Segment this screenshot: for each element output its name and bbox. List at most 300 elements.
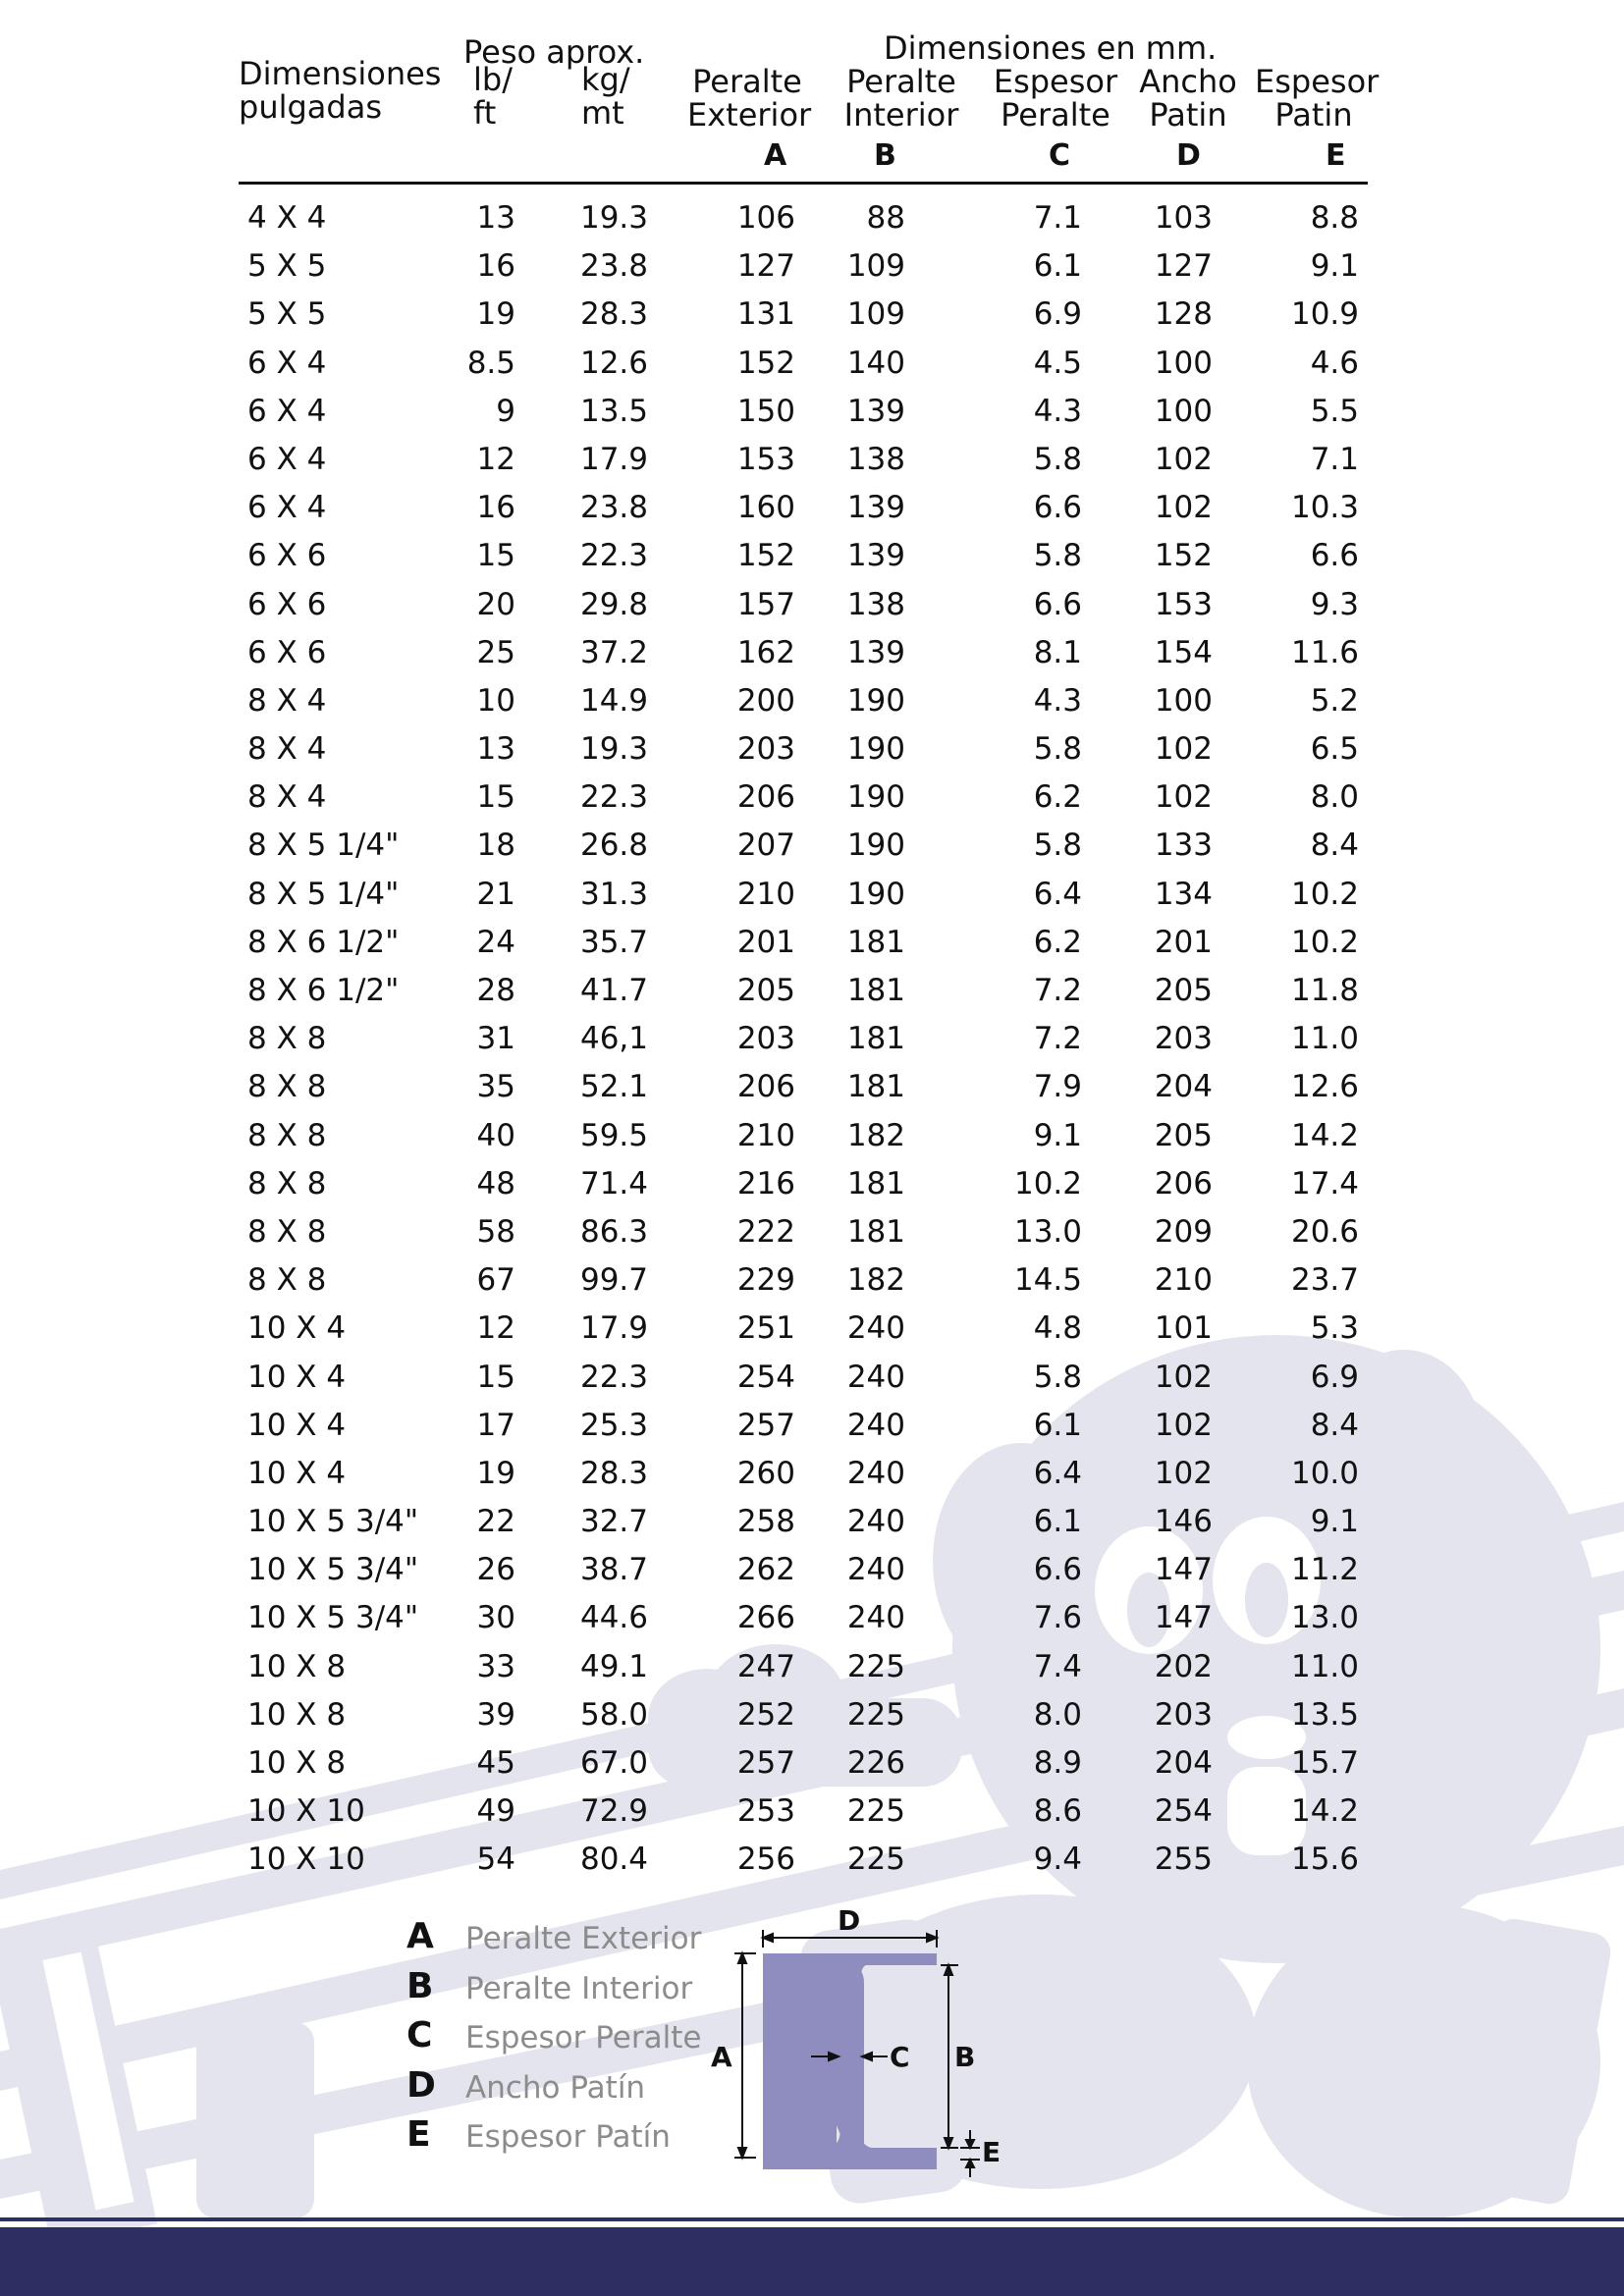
cell-c: 8.6 (1033, 1793, 1082, 1830)
cell-b: 109 (846, 296, 905, 333)
cell-lbft: 20 (476, 586, 515, 622)
cell-a: 162 (736, 634, 795, 670)
cell-e: 15.7 (1290, 1745, 1359, 1781)
cell-size: 8 X 6 1/2" (247, 924, 400, 960)
table-row (0, 967, 1624, 1015)
cell-size: 8 X 8 (247, 1262, 327, 1299)
cell-kgmt: 41.7 (579, 973, 648, 1008)
cell-lbft: 21 (476, 876, 515, 912)
cell-a: 256 (736, 1842, 795, 1878)
cell-e: 9.1 (1310, 1504, 1359, 1540)
table-row (0, 1402, 1624, 1450)
cell-d: 100 (1154, 682, 1213, 719)
cell-size: 10 X 4 (247, 1407, 347, 1443)
table-row (0, 1739, 1624, 1788)
cell-size: 6 X 6 (247, 538, 327, 574)
header-size-line2: pulgadas (239, 88, 382, 126)
cell-kgmt: 22.3 (579, 1359, 648, 1395)
cell-e: 11.2 (1290, 1552, 1359, 1588)
cell-e: 10.0 (1290, 1455, 1359, 1491)
cell-kgmt: 14.9 (579, 682, 648, 719)
cell-b: 181 (846, 1069, 905, 1105)
cell-c: 5.8 (1033, 1359, 1082, 1395)
legend-letter: D (406, 2064, 436, 2106)
table-row (0, 1354, 1624, 1402)
cell-lbft: 28 (476, 973, 515, 1008)
cell-lbft: 19 (476, 1455, 515, 1491)
cell-size: 8 X 8 (247, 1117, 327, 1153)
cell-b: 190 (846, 731, 905, 768)
table-row (0, 822, 1624, 870)
cell-c: 7.1 (1033, 200, 1082, 236)
cell-c: 7.2 (1033, 1021, 1082, 1057)
cell-size: 6 X 6 (247, 634, 327, 670)
cell-b: 138 (846, 586, 905, 622)
cell-lbft: 19 (476, 296, 515, 333)
cell-d: 209 (1154, 1213, 1213, 1250)
cell-kgmt: 28.3 (579, 296, 648, 333)
cell-d: 102 (1154, 441, 1213, 477)
cell-c: 5.8 (1033, 538, 1082, 574)
cell-kgmt: 13.5 (579, 393, 648, 429)
cell-size: 10 X 4 (247, 1359, 347, 1395)
cell-kgmt: 23.8 (579, 248, 648, 285)
cell-d: 147 (1154, 1552, 1213, 1588)
cell-kgmt: 52.1 (579, 1069, 648, 1105)
cell-lbft: 15 (476, 779, 515, 816)
table-row (0, 1546, 1624, 1594)
cell-lbft: 33 (476, 1648, 515, 1684)
table-row (0, 1643, 1624, 1691)
cell-lbft: 45 (476, 1745, 515, 1781)
legend-letter: A (406, 1916, 434, 1956)
cell-lbft: 67 (476, 1262, 515, 1299)
cell-e: 12.6 (1290, 1069, 1359, 1105)
cell-b: 240 (846, 1455, 905, 1491)
cell-e: 5.2 (1310, 682, 1359, 719)
cell-d: 203 (1154, 1021, 1213, 1057)
cell-size: 5 X 5 (247, 296, 327, 333)
table-row (0, 194, 1624, 242)
cell-kgmt: 37.2 (579, 634, 648, 670)
cell-c: 7.9 (1033, 1069, 1082, 1105)
cell-c: 4.8 (1033, 1310, 1082, 1347)
table-row (0, 388, 1624, 436)
cell-d: 204 (1154, 1069, 1213, 1105)
table-row (0, 919, 1624, 967)
legend-letter: E (406, 2114, 431, 2155)
cell-size: 10 X 5 3/4" (247, 1552, 419, 1588)
cell-b: 139 (846, 393, 905, 429)
cell-d: 202 (1154, 1648, 1213, 1684)
cell-b: 109 (846, 248, 905, 285)
cell-b: 225 (846, 1648, 905, 1684)
cell-a: 205 (736, 973, 795, 1008)
cell-lbft: 8.5 (466, 345, 515, 381)
cell-d: 206 (1154, 1165, 1213, 1201)
cell-kgmt: 28.3 (579, 1455, 648, 1491)
table-row (0, 677, 1624, 725)
legend-text: Espesor Peralte (465, 2020, 702, 2056)
cell-a: 210 (736, 876, 795, 912)
header-kgmt-line1: kg/ (581, 61, 630, 98)
cell-c: 7.2 (1033, 973, 1082, 1008)
cell-lbft: 30 (476, 1600, 515, 1636)
cell-b: 190 (846, 876, 905, 912)
table-row (0, 436, 1624, 484)
cell-kgmt: 23.8 (579, 490, 648, 526)
cell-d: 254 (1154, 1793, 1213, 1830)
header-weight-group: Peso aprox. (463, 33, 645, 71)
cell-e: 23.7 (1290, 1262, 1359, 1299)
cell-a: 266 (736, 1600, 795, 1636)
table-row (0, 1450, 1624, 1498)
cell-d: 210 (1154, 1262, 1213, 1299)
cell-lbft: 58 (476, 1213, 515, 1250)
cell-a: 152 (736, 345, 795, 381)
table-row (0, 1015, 1624, 1063)
cell-a: 254 (736, 1359, 795, 1395)
legend-text: Ancho Patín (465, 2069, 646, 2106)
cell-kgmt: 44.6 (579, 1600, 648, 1636)
cell-e: 14.2 (1290, 1793, 1359, 1830)
cell-c: 6.1 (1033, 1504, 1082, 1540)
cell-kgmt: 49.1 (579, 1648, 648, 1684)
cell-e: 5.5 (1310, 393, 1359, 429)
header-e-line1: Espesor (1255, 63, 1380, 100)
cell-b: 88 (866, 200, 905, 236)
cell-kgmt: 59.5 (579, 1117, 648, 1153)
table-row (0, 774, 1624, 822)
header-a-line1: Peralte (692, 63, 802, 100)
cell-e: 6.9 (1310, 1359, 1359, 1395)
table-row (0, 1305, 1624, 1353)
cell-d: 147 (1154, 1600, 1213, 1636)
cell-e: 11.8 (1290, 973, 1359, 1008)
cell-size: 6 X 4 (247, 490, 327, 526)
cell-size: 10 X 5 3/4" (247, 1504, 419, 1540)
cell-kgmt: 19.3 (579, 731, 648, 768)
legend-text: Peralte Exterior (465, 1921, 702, 1956)
cell-a: 251 (736, 1310, 795, 1347)
cell-b: 190 (846, 682, 905, 719)
legend-letter: C (406, 2015, 433, 2056)
cell-c: 6.6 (1033, 1552, 1082, 1588)
cell-size: 10 X 8 (247, 1745, 347, 1781)
cell-kgmt: 22.3 (579, 779, 648, 816)
cell-d: 153 (1154, 586, 1213, 622)
cell-lbft: 9 (496, 393, 515, 429)
cell-kgmt: 19.3 (579, 200, 648, 236)
table-body (0, 194, 1624, 1885)
diagram-label-b: B (954, 2041, 976, 2073)
cell-b: 190 (846, 828, 905, 864)
table-row (0, 340, 1624, 388)
cell-a: 247 (736, 1648, 795, 1684)
cell-a: 131 (736, 296, 795, 333)
cell-lbft: 16 (476, 248, 515, 285)
table-row (0, 1160, 1624, 1208)
cell-lbft: 15 (476, 1359, 515, 1395)
cell-e: 6.5 (1310, 731, 1359, 768)
cell-kgmt: 46,1 (579, 1021, 648, 1057)
header-b-line1: Peralte (846, 63, 956, 100)
cell-b: 240 (846, 1600, 905, 1636)
cell-a: 258 (736, 1504, 795, 1540)
cell-lbft: 31 (476, 1021, 515, 1057)
cell-e: 10.2 (1290, 924, 1359, 960)
cell-e: 9.3 (1310, 586, 1359, 622)
cell-e: 8.4 (1310, 828, 1359, 864)
cell-kgmt: 58.0 (579, 1696, 648, 1733)
cell-e: 15.6 (1290, 1842, 1359, 1878)
cell-lbft: 12 (476, 1310, 515, 1347)
cell-lbft: 54 (476, 1842, 515, 1878)
cell-lbft: 40 (476, 1117, 515, 1153)
header-rule (239, 182, 1368, 185)
cell-d: 152 (1154, 538, 1213, 574)
table-row (0, 1256, 1624, 1305)
cell-c: 5.8 (1033, 731, 1082, 768)
table-row (0, 581, 1624, 629)
legend-text: Espesor Patín (465, 2119, 671, 2155)
cell-a: 150 (736, 393, 795, 429)
cell-b: 240 (846, 1359, 905, 1395)
header-lbft-line1: lb/ (473, 61, 513, 98)
header-e-line2: Patin (1274, 96, 1353, 133)
header-dims-group: Dimensiones en mm. (884, 29, 1218, 67)
cell-a: 216 (736, 1165, 795, 1201)
table-row (0, 532, 1624, 580)
cell-size: 5 X 5 (247, 248, 327, 285)
cell-c: 7.4 (1033, 1648, 1082, 1684)
cell-size: 8 X 8 (247, 1021, 327, 1057)
cell-e: 10.9 (1290, 296, 1359, 333)
cell-kgmt: 12.6 (579, 345, 648, 381)
table-row (0, 1063, 1624, 1111)
header-d-line2: Patin (1149, 96, 1227, 133)
diagram-label-c: C (890, 2041, 910, 2073)
cell-c: 4.3 (1033, 682, 1082, 719)
legend-letter: B (406, 1965, 434, 2006)
ibeam-top-flange (763, 1953, 937, 1965)
cell-a: 201 (736, 924, 795, 960)
cell-kgmt: 67.0 (579, 1745, 648, 1781)
cell-d: 103 (1154, 200, 1213, 236)
cell-b: 181 (846, 1165, 905, 1201)
cell-d: 146 (1154, 1504, 1213, 1540)
table-row (0, 1594, 1624, 1642)
cell-e: 8.0 (1310, 779, 1359, 816)
header-size-line1: Dimensiones (239, 55, 442, 92)
cell-c: 10.2 (1013, 1165, 1082, 1201)
table-header (0, 0, 1624, 187)
cell-lbft: 16 (476, 490, 515, 526)
cell-lbft: 22 (476, 1504, 515, 1540)
table-row (0, 1836, 1624, 1884)
cell-kgmt: 22.3 (579, 538, 648, 574)
cell-d: 154 (1154, 634, 1213, 670)
footer-band (0, 2227, 1624, 2296)
cell-a: 210 (736, 1117, 795, 1153)
cell-d: 102 (1154, 731, 1213, 768)
cell-size: 10 X 5 3/4" (247, 1600, 419, 1636)
header-d-line1: Ancho (1139, 63, 1237, 100)
cell-b: 240 (846, 1504, 905, 1540)
cell-size: 6 X 4 (247, 393, 327, 429)
cell-size: 6 X 6 (247, 586, 327, 622)
cell-b: 181 (846, 1213, 905, 1250)
cell-c: 7.6 (1033, 1600, 1082, 1636)
cell-size: 10 X 4 (247, 1455, 347, 1491)
cell-b: 182 (846, 1117, 905, 1153)
cell-size: 10 X 10 (247, 1793, 365, 1830)
cell-c: 6.4 (1033, 1455, 1082, 1491)
cell-e: 11.0 (1290, 1021, 1359, 1057)
cell-lbft: 13 (476, 200, 515, 236)
cell-kgmt: 17.9 (579, 441, 648, 477)
header-a-line2: Exterior (687, 96, 812, 133)
diagram-label-e: E (982, 2136, 1001, 2168)
cell-d: 127 (1154, 248, 1213, 285)
cell-a: 203 (736, 1021, 795, 1057)
cell-c: 6.6 (1033, 586, 1082, 622)
cell-size: 10 X 4 (247, 1310, 347, 1347)
ibeam-bottom-flange (763, 2148, 937, 2160)
cell-e: 10.3 (1290, 490, 1359, 526)
cell-size: 8 X 4 (247, 682, 327, 719)
cell-size: 6 X 4 (247, 345, 327, 381)
cell-b: 182 (846, 1262, 905, 1299)
cell-kgmt: 71.4 (579, 1165, 648, 1201)
cell-a: 252 (736, 1696, 795, 1733)
table-row (0, 242, 1624, 291)
cell-lbft: 24 (476, 924, 515, 960)
cell-b: 181 (846, 1021, 905, 1057)
cell-a: 203 (736, 731, 795, 768)
cell-b: 181 (846, 973, 905, 1008)
cell-c: 6.1 (1033, 248, 1082, 285)
table-row (0, 725, 1624, 774)
cell-kgmt: 72.9 (579, 1793, 648, 1830)
cell-a: 257 (736, 1407, 795, 1443)
header-c-line2: Peralte (1001, 96, 1110, 133)
cell-a: 152 (736, 538, 795, 574)
header-c-letter: C (1049, 138, 1071, 173)
cell-c: 9.4 (1033, 1842, 1082, 1878)
cell-b: 140 (846, 345, 905, 381)
cell-c: 8.0 (1033, 1696, 1082, 1733)
header-c-line1: Espesor (993, 63, 1118, 100)
cell-lbft: 48 (476, 1165, 515, 1201)
cell-e: 17.4 (1290, 1165, 1359, 1201)
cell-c: 6.6 (1033, 490, 1082, 526)
cell-kgmt: 80.4 (579, 1842, 648, 1878)
cell-c: 13.0 (1013, 1213, 1082, 1250)
ibeam-diagram (707, 1904, 1041, 2179)
footer-line (0, 2217, 1624, 2221)
table-row (0, 1691, 1624, 1739)
cell-d: 205 (1154, 973, 1213, 1008)
cell-size: 10 X 10 (247, 1842, 365, 1878)
cell-lbft: 18 (476, 828, 515, 864)
cell-b: 138 (846, 441, 905, 477)
cell-kgmt: 25.3 (579, 1407, 648, 1443)
cell-b: 225 (846, 1793, 905, 1830)
table-row (0, 291, 1624, 339)
cell-e: 11.6 (1290, 634, 1359, 670)
cell-a: 106 (736, 200, 795, 236)
cell-size: 8 X 8 (247, 1213, 327, 1250)
table-row (0, 1498, 1624, 1546)
cell-e: 10.2 (1290, 876, 1359, 912)
header-b-letter: B (874, 138, 896, 173)
table-row (0, 871, 1624, 919)
header-kgmt-line2: mt (581, 94, 624, 132)
table-row (0, 629, 1624, 677)
cell-kgmt: 17.9 (579, 1310, 648, 1347)
cell-e: 7.1 (1310, 441, 1359, 477)
cell-b: 240 (846, 1552, 905, 1588)
diagram-label-a: A (711, 2041, 732, 2073)
cell-d: 102 (1154, 1455, 1213, 1491)
cell-b: 139 (846, 490, 905, 526)
cell-a: 160 (736, 490, 795, 526)
cell-a: 207 (736, 828, 795, 864)
table-row (0, 1112, 1624, 1160)
cell-size: 8 X 5 1/4" (247, 828, 400, 864)
cell-d: 102 (1154, 779, 1213, 816)
cell-e: 4.6 (1310, 345, 1359, 381)
cell-b: 225 (846, 1696, 905, 1733)
cell-c: 5.8 (1033, 441, 1082, 477)
cell-lbft: 26 (476, 1552, 515, 1588)
cell-e: 8.4 (1310, 1407, 1359, 1443)
table-row (0, 1208, 1624, 1256)
header-d-letter: D (1176, 138, 1201, 173)
cell-size: 6 X 4 (247, 441, 327, 477)
cell-c: 6.9 (1033, 296, 1082, 333)
cell-lbft: 12 (476, 441, 515, 477)
cell-size: 10 X 8 (247, 1648, 347, 1684)
cell-kgmt: 86.3 (579, 1213, 648, 1250)
cell-c: 6.1 (1033, 1407, 1082, 1443)
cell-lbft: 39 (476, 1696, 515, 1733)
table-row (0, 1788, 1624, 1836)
cell-b: 226 (846, 1745, 905, 1781)
cell-a: 157 (736, 586, 795, 622)
cell-b: 139 (846, 538, 905, 574)
cell-kgmt: 26.8 (579, 828, 648, 864)
cell-size: 8 X 8 (247, 1165, 327, 1201)
cell-b: 181 (846, 924, 905, 960)
cell-a: 257 (736, 1745, 795, 1781)
cell-kgmt: 38.7 (579, 1552, 648, 1588)
cell-a: 206 (736, 779, 795, 816)
cell-d: 102 (1154, 1407, 1213, 1443)
cell-c: 8.1 (1033, 634, 1082, 670)
cell-a: 229 (736, 1262, 795, 1299)
header-e-letter: E (1326, 138, 1346, 173)
cell-d: 255 (1154, 1842, 1213, 1878)
cell-c: 6.4 (1033, 876, 1082, 912)
cell-e: 14.2 (1290, 1117, 1359, 1153)
cell-c: 4.5 (1033, 345, 1082, 381)
cell-a: 222 (736, 1213, 795, 1250)
cell-kgmt: 35.7 (579, 924, 648, 960)
cell-c: 5.8 (1033, 828, 1082, 864)
cell-e: 20.6 (1290, 1213, 1359, 1250)
